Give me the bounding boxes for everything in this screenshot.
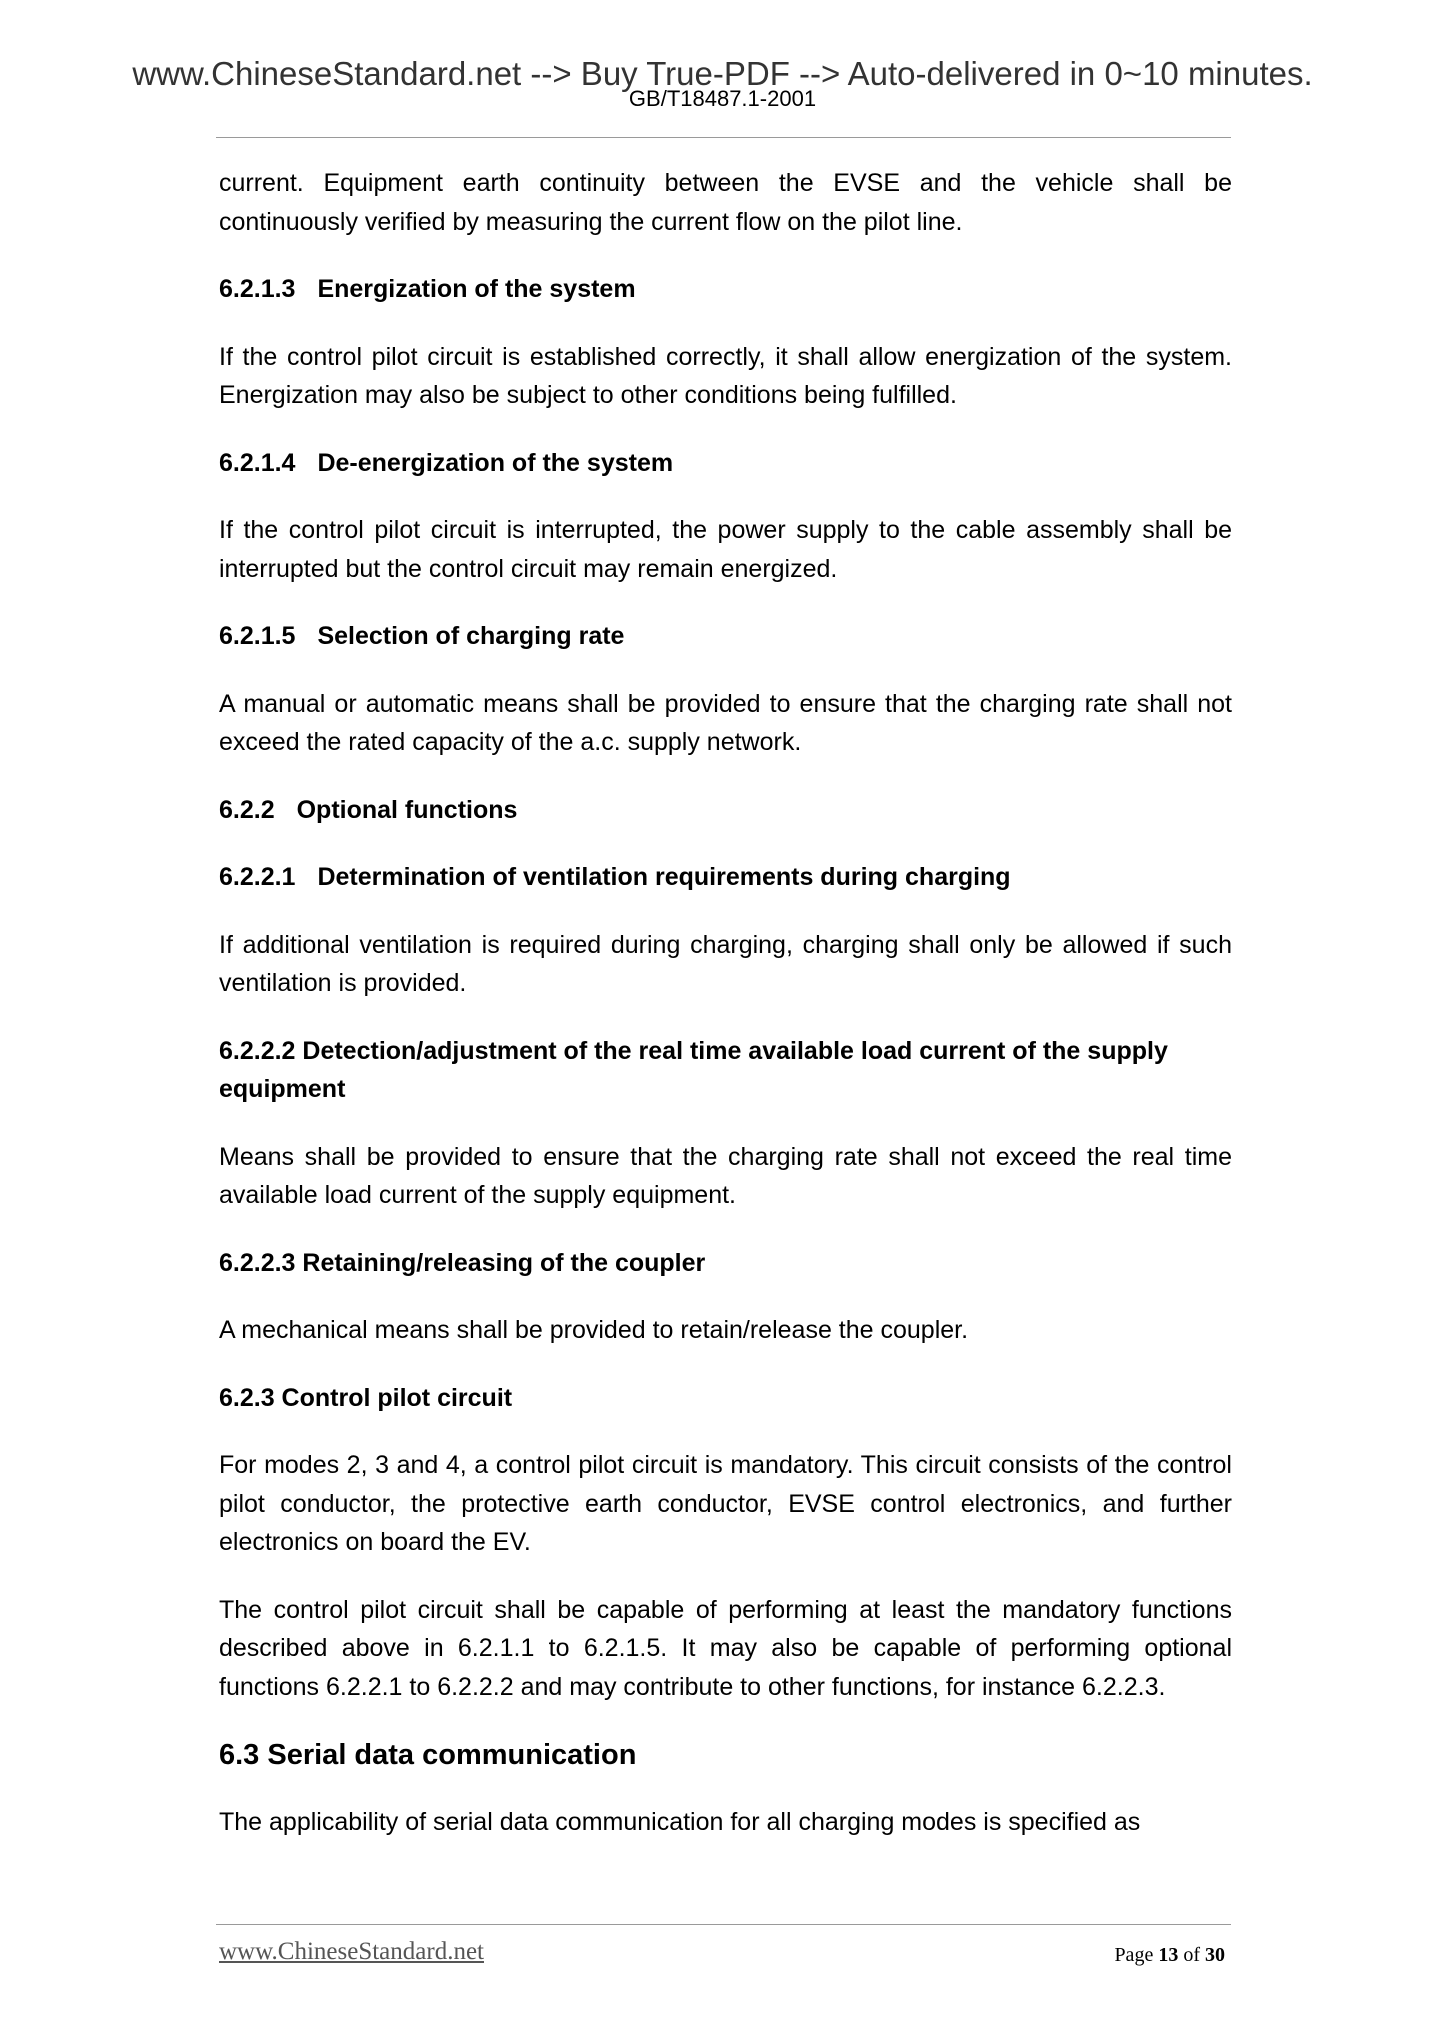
footer-site-link[interactable]: www.ChineseStandard.net: [219, 1938, 484, 1965]
page-current: 13: [1158, 1944, 1179, 1966]
paragraph-6-2-2-1: If additional ventilation is required during charging, charging shall only be allowed if such ventilation is provided.: [219, 930, 1232, 997]
section-title: Energization of the system: [317, 275, 636, 303]
section-number: 6.2.2: [219, 795, 275, 824]
heading-6-2-2-2: 6.2.2.2 Detection/adjustment of the real time available load current of the supply equipment: [219, 1036, 1168, 1103]
document-id: GB/T18487.1-2001: [628, 86, 817, 111]
page-word: Page: [1114, 1944, 1154, 1966]
footer-divider: [216, 1924, 1231, 1925]
header-divider: [216, 137, 1231, 138]
paragraph-6-3: The applicability of serial data communication for all charging modes is specified as: [219, 1808, 1141, 1836]
paragraph-6-2-3-a: For modes 2, 3 and 4, a control pilot circuit is mandatory. This circuit consists of the control pilot conductor, the protective earth conductor, EVSE control electronics, and further electronics on board the EV.: [219, 1451, 1232, 1556]
heading-6-3: 6.3 Serial data communication: [219, 1739, 637, 1771]
page-total: 30: [1205, 1944, 1225, 1966]
paragraph-6-2-1-5: A manual or automatic means shall be provided to ensure that the charging rate shall not exceed the rated capacity of the a.c. supply network.: [219, 689, 1232, 756]
heading-6-2-3: 6.2.3 Control pilot circuit: [219, 1383, 513, 1412]
heading-6-2-1-5: [219, 617, 1232, 656]
section-number: 6.2.1.5: [219, 622, 296, 650]
page-content: [219, 164, 1232, 1871]
heading-6-2-1-4: [219, 444, 1232, 483]
heading-6-2-1-3: [219, 270, 1232, 309]
heading-6-2-2: [219, 791, 1232, 830]
heading-6-2-2-3: 6.2.2.3 Retaining/releasing of the coupler: [219, 1248, 706, 1277]
paragraph-6-2-3-b: The control pilot circuit shall be capable of performing at least the mandatory functions described above in 6.2.1.1 to 6.2.1.5. It may also be capable of performing optional functions 6.2.2.1 to 6.2.2.2 and may contribute to other functions, for instance 6.2.2.3.: [219, 1595, 1232, 1701]
paragraph-6-2-1-3: If the control pilot circuit is established correctly, it shall allow energization of the system. Energization may also be subject to other conditions being fulfilled.: [219, 342, 1232, 409]
section-number: 6.2.2.1: [219, 863, 296, 891]
section-title: Determination of ventilation requirements during charging: [317, 863, 1011, 891]
heading-6-2-2-1: [219, 858, 1232, 897]
section-number: 6.2.1.4: [219, 448, 296, 477]
section-title: Selection of charging rate: [317, 622, 625, 650]
section-number: 6.2.1.3: [219, 275, 296, 303]
paragraph-6-2-1-4: If the control pilot circuit is interrupted, the power supply to the cable assembly shall be interrupted but the control circuit may remain energized.: [219, 516, 1232, 583]
paragraph-6-2-2-3: A mechanical means shall be provided to retain/release the coupler.: [219, 1316, 969, 1344]
page-of: of: [1183, 1944, 1200, 1966]
section-title: De-energization of the system: [317, 448, 674, 477]
section-title: Optional functions: [296, 795, 518, 824]
page-indicator: [1114, 1944, 1225, 1967]
paragraph-6-2-2-2: Means shall be provided to ensure that the charging rate shall not exceed the real time available load current of the supply equipment.: [219, 1142, 1232, 1209]
site-banner[interactable]: www.ChineseStandard.net --> Buy True-PDF --> Auto-delivered in 0~10 minutes.: [132, 55, 1313, 92]
paragraph-intro: current. Equipment earth continuity between the EVSE and the vehicle shall be continuously verified by measuring the current flow on the pilot line.: [219, 169, 1232, 236]
